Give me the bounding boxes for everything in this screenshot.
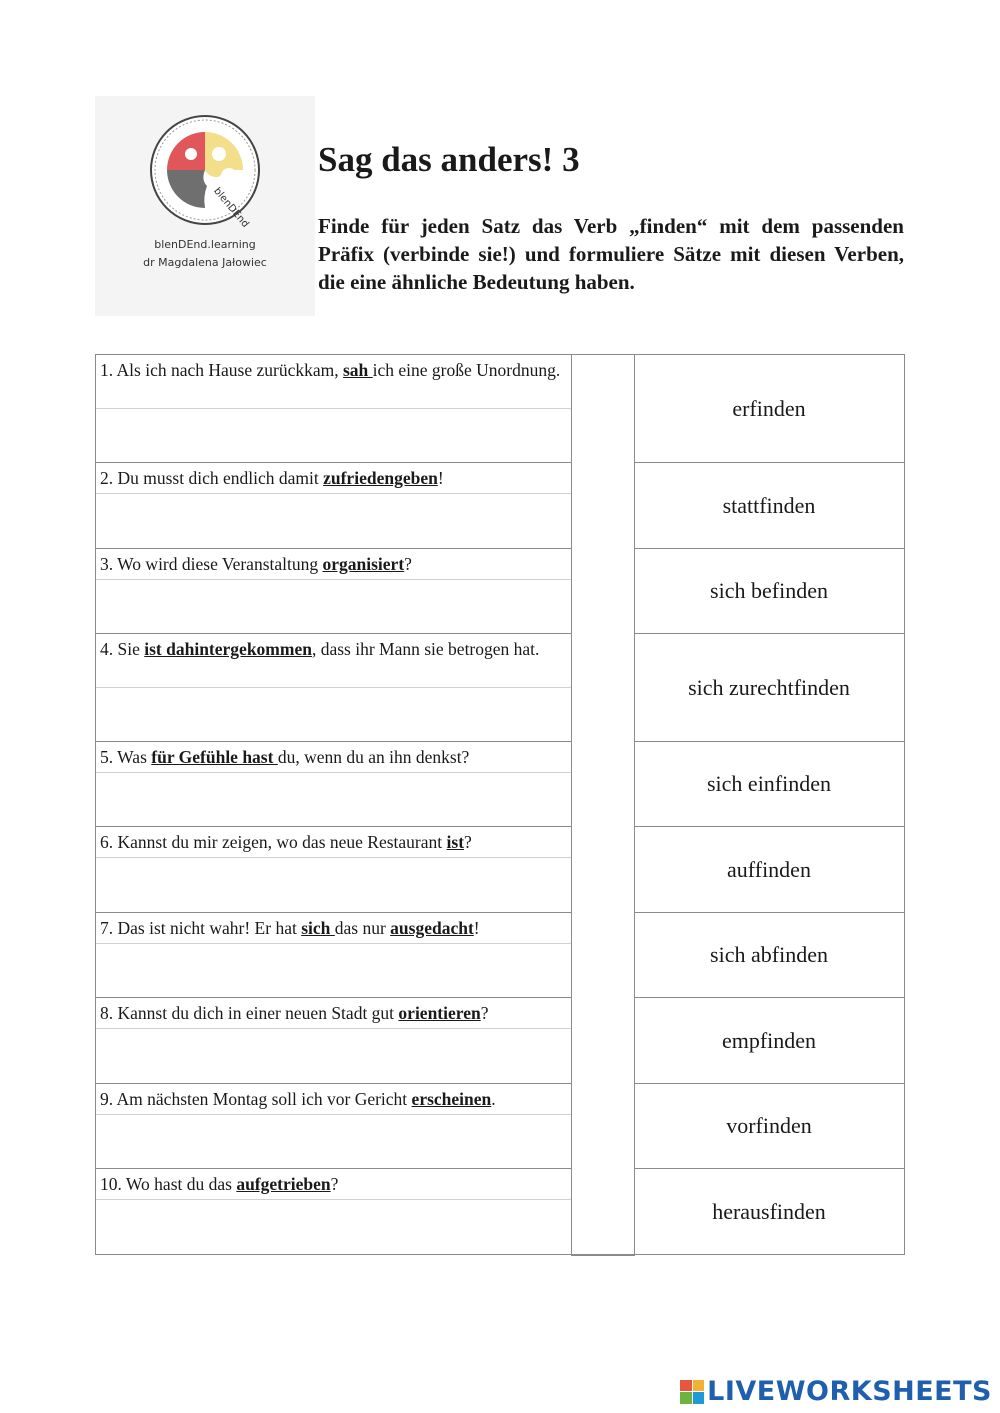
key-phrase: für Gefühle hast	[151, 747, 278, 767]
question-text	[96, 827, 572, 858]
question-row	[96, 462, 572, 548]
question-text	[96, 742, 572, 773]
key-phrase: ist	[446, 832, 465, 852]
answer-input[interactable]	[96, 773, 572, 826]
key-phrase: aufgetrieben	[236, 1174, 331, 1194]
badge-text: blenDEnd	[211, 185, 251, 230]
logo	[95, 96, 315, 316]
question-lead: 7. Das ist nicht wahr! Er hat	[100, 918, 302, 938]
question-tail: ?	[464, 832, 472, 852]
verb-option[interactable]: sich zurechtfinden	[634, 633, 904, 741]
answer-input[interactable]	[96, 944, 572, 997]
question-lead: 4. Sie	[100, 639, 145, 659]
question-lead: 3. Wo wird diese Veranstaltung	[100, 554, 323, 574]
key-phrase: zufriedengeben	[323, 468, 438, 488]
answer-input[interactable]	[96, 1200, 572, 1254]
question-text	[96, 1084, 572, 1115]
verb-option[interactable]: sich einfinden	[634, 741, 904, 826]
verb-option[interactable]: sich befinden	[634, 548, 904, 633]
answer-input[interactable]	[96, 409, 572, 462]
question-text	[96, 913, 572, 944]
question-text	[96, 634, 572, 688]
question-mid: das nur	[334, 918, 391, 938]
question-row	[96, 1168, 572, 1254]
question-tail: ?	[480, 1003, 489, 1023]
sentences-column	[95, 354, 572, 1254]
key-phrase-2: ausgedacht	[390, 918, 474, 938]
logo-line-1: blenDEnd.learning	[154, 238, 256, 251]
verb-option[interactable]: herausfinden	[634, 1168, 904, 1254]
question-text	[96, 1169, 572, 1200]
question-row	[96, 741, 572, 826]
puzzle-logo-icon	[145, 114, 265, 234]
answer-input[interactable]	[96, 494, 572, 548]
question-lead: 9. Am nächsten Montag soll ich vor Gericht	[100, 1089, 412, 1109]
verb-option[interactable]: stattfinden	[634, 462, 904, 548]
question-row	[96, 548, 572, 633]
key-phrase: erscheinen	[411, 1089, 492, 1109]
question-lead: 6. Kannst du mir zeigen, wo das neue Restaurant	[100, 832, 447, 852]
page-title: Sag das anders! 3	[318, 140, 580, 179]
answer-input[interactable]	[96, 688, 572, 741]
key-phrase: organisiert	[322, 554, 405, 574]
question-row	[96, 633, 572, 741]
question-row	[96, 354, 572, 462]
question-tail: ich eine große Unordnung.	[372, 360, 561, 380]
question-tail: !	[473, 918, 480, 938]
question-text	[96, 463, 572, 494]
key-phrase: sich	[301, 918, 335, 938]
liveworksheets-footer	[680, 1376, 992, 1407]
question-row	[96, 1083, 572, 1168]
verb-option[interactable]: empfinden	[634, 997, 904, 1083]
answer-input[interactable]	[96, 580, 572, 633]
key-phrase: sah	[342, 360, 373, 380]
question-tail: , dass ihr Mann sie betrogen hat.	[311, 639, 540, 659]
question-lead: 2. Du musst dich endlich damit	[100, 468, 324, 488]
question-row	[96, 997, 572, 1083]
question-tail: !	[437, 468, 444, 488]
question-text	[96, 355, 572, 409]
key-phrase: orientieren	[398, 1003, 481, 1023]
question-text	[96, 549, 572, 580]
question-tail: du, wenn du an ihn denkst?	[277, 747, 470, 767]
logo-line-2: dr Magdalena Jałowiec	[143, 256, 267, 269]
question-row	[96, 912, 572, 997]
table-bottom-border	[95, 1254, 905, 1255]
question-lead: 5. Was	[100, 747, 152, 767]
answer-input[interactable]	[96, 1115, 572, 1168]
exercise-table	[95, 354, 905, 1255]
verb-option[interactable]: erfinden	[634, 354, 904, 462]
verb-option[interactable]: vorfinden	[634, 1083, 904, 1168]
question-tail: .	[491, 1089, 496, 1109]
question-lead: 1. Als ich nach Hause zurückkam,	[100, 360, 343, 380]
instructions: Finde für jeden Satz das Verb „finden“ mit dem passenden Präfix (verbinde sie!) und formuliere Sätze mit diesen Verben, die eine ähnliche Bedeutung haben.	[318, 214, 904, 294]
answer-input[interactable]	[96, 1029, 572, 1083]
answer-input[interactable]	[96, 858, 572, 912]
key-phrase: ist dahintergekommen	[144, 639, 312, 659]
question-lead: 8. Kannst du dich in einer neuen Stadt gut	[100, 1003, 399, 1023]
question-tail: ?	[404, 554, 412, 574]
question-lead: 10. Wo hast du das	[100, 1174, 237, 1194]
question-tail: ?	[330, 1174, 339, 1194]
verb-option[interactable]: sich abfinden	[634, 912, 904, 997]
verbs-column	[634, 354, 905, 1254]
question-row	[96, 826, 572, 912]
liveworksheets-logo-icon	[680, 1380, 704, 1404]
verb-option[interactable]: auffinden	[634, 826, 904, 912]
question-text	[96, 998, 572, 1029]
brand-name: LIVEWORKSHEETS	[707, 1376, 992, 1407]
matching-column[interactable]	[571, 354, 635, 1256]
